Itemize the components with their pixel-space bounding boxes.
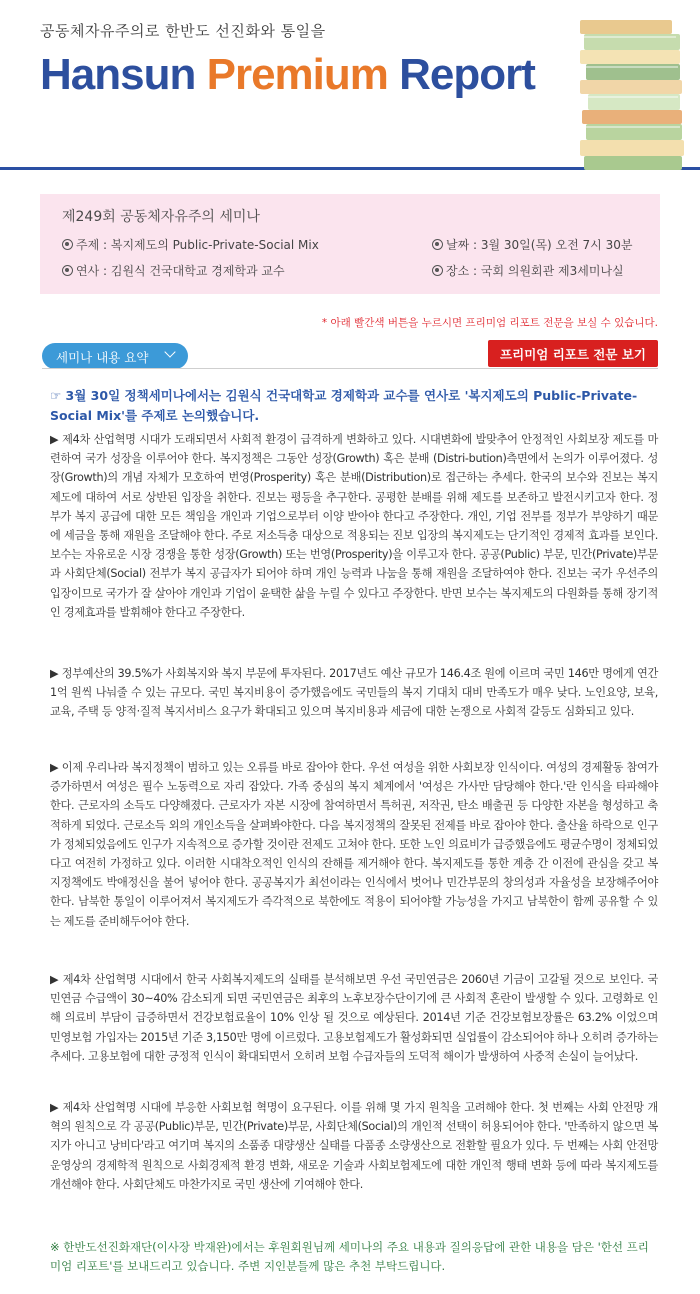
- summary-tab-label: 세미나 내용 요약: [56, 350, 149, 365]
- summary-tab[interactable]: [42, 343, 188, 369]
- seminar-topic: [62, 236, 319, 253]
- chevron-down-icon: [164, 346, 175, 357]
- seminar-title: 제249회 공동체자유주의 세미나: [62, 209, 260, 225]
- intro-text: ☞ 3월 30일 정책세미나에서는 김원식 건국대학교 경제학과 교수를 연사로 '복지제도의 Public-Private-Social Mix'를 주제로 논의했습니다.: [50, 388, 638, 423]
- premium-notice: * 아래 빨간색 버튼을 누르시면 프리미엄 리포트 전문을 보실 수 있습니다.: [321, 317, 658, 329]
- seminar-date-text: 날짜 : 3월 30일(목) 오전 7시 30분: [446, 238, 633, 252]
- footnote: ※ 한반도선진화재단(이사장 박재완)에서는 후원회원님께 세미나의 주요 내용과 질의응답에 관한 내용을 담은 '한선 프리미엄 리포트'를 보내드리고 있습니다. 주변 지인분들께 많은 추천 부탁드립니다.: [50, 1240, 649, 1273]
- tagline: 공동체자유주의로 한반도 선진화와 통일을: [40, 22, 326, 40]
- seminar-info-box: [40, 194, 660, 294]
- bullet-icon: [432, 239, 443, 250]
- seminar-topic-text: 주제 : 복지제도의 Public-Private-Social Mix: [76, 238, 319, 252]
- summary-paragraph-5: ▶ 제4차 산업혁명 시대에 부응한 사회보험 혁명이 요구된다. 이를 위해 몇 가지 원칙을 고려해야 한다. 첫 번째는 사회 안전망 개혁의 원칙으로 각 공공(Public)부문, 민간(Private)부문, 사회단체(Social)의 개인적 선택이 허용되어야 한다. '만족하지 않으면 복지가 아니고 낭비다'라고 여기며 복지의 소품종 대량생산 실태를 다품종 소량생산으로 전환할 필요가 있다. 두 번째는 사회 안전망 운영상의 경제학적 원칙으로 사회경제적 환경 변화, 새로운 기술과 사회보험제도에 대한 개인적 행태 변화 등에 따라 복지제도를 개선해야 한다. 사회단체도 마찬가지로 국민 생산에 기여해야 한다.: [50, 1101, 658, 1191]
- bullet-icon: [62, 265, 73, 276]
- books-illustration: [510, 0, 700, 170]
- summary-paragraph-3: ▶ 이제 우리나라 복지정책이 범하고 있는 오류를 바로 잡아야 한다. 우선 여성을 위한 사회보장 인식이다. 여성의 경제활동 참여가 증가하면서 여성은 필수 노동력으로 자리 잡았다. 가족 중심의 복지 체계에서 '여성은 가사만 담당해야 한다.'란 인식을 타파해야 한다. 근로자의 소득도 다양해졌다. 근로자가 자본 시장에 참여하면서 특허권, 저작권, 탄소 배출권 등 다양한 자본을 형성하고 축적하게 되었다. 근로소득 외의 개인소득을 살펴봐야한다. 다음 복지정책의 잘못된 전제를 바로 잡아야 한다. 출산율 하락으로 인구가 정체되었음에도 인구가 지속적으로 증가할 것이란 전제도 고쳐야 한다. 또한 노인 의료비가 급증했음에도 평균수명이 정체되었다고 여전히 가정하고 있다. 이러한 시대착오적인 인식의 잔해를 제거해야 한다. 복지제도를 통한 계층 간 이전에 관심을 갖고 복지정책에도 박애정신을 불어 넣어야 한다. 공공복지가 최선이라는 인식에서 벗어나 민간부문의 창의성과 자율성을 보장해주어야 한다. 남북한 통일이 이루어져서 복지제도가 즉각적으로 북한에도 적용이 되어야할 가능성을 가지고 남북한이 함께 공유할 수 있는 제도를 준비해두어야 한다.: [50, 761, 658, 928]
- seminar-speaker: [62, 262, 285, 279]
- logo-word-hansun: Hansun: [40, 50, 196, 99]
- divider: [42, 368, 658, 369]
- bullet-icon: [432, 265, 443, 276]
- logo-word-premium: Premium: [206, 50, 388, 99]
- seminar-place-text: 장소 : 국회 의원회관 제3세미나실: [446, 264, 624, 278]
- seminar-place: [432, 262, 624, 279]
- bullet-icon: [62, 239, 73, 250]
- summary-paragraph-4: ▶ 제4차 산업혁명 시대에서 한국 사회복지제도의 실태를 분석해보면 우선 국민연금은 2060년 기금이 고갈될 것으로 보인다. 국민연금 수급액이 30~40% 감소되게 되면 국민연금은 최후의 노후보장수단이기에 큰 사회적 혼란이 발생할 수 있다. 고령화로 인해 의료비 부담이 급증하면서 건강보험료율이 10% 인상 될 것으로 예상된다. 2014년 기준 건강보험보장률은 63.2% 이었으며 민영보험 가입자는 2015년 기준 3,150만 명에 이르렀다. 고용보험제도가 활성화되면 실업률이 감소되어야 하나 오히려 증가하는 추세다. 고용보험에 대한 긍정적 인식이 확대되면서 오히려 보험 수급자들의 도덕적 해이가 발생하여 사중적 손실이 늘어났다.: [50, 973, 658, 1063]
- seminar-speaker-text: 연사 : 김원식 건국대학교 경제학과 교수: [76, 264, 285, 278]
- premium-report-button[interactable]: 프리미엄 리포트 전문 보기: [488, 340, 658, 367]
- logo-word-report: Report: [399, 50, 535, 99]
- summary-paragraph-2: ▶ 정부예산의 39.5%가 사회복지와 복지 부문에 투자된다. 2017년도 예산 규모가 146.4조 원에 이르며 국민 146만 명에게 연간 1억 원씩 나눠줄 수 있는 규모다. 국민 복지비용이 증가했음에도 국민들의 복지 기대치 대비 만족도가 매우 낮다. 노인요양, 보육, 교육, 주택 등 양적·질적 복지서비스 요구가 확대되고 있으며 복지비용과 세금에 대한 논쟁으로 사회적 갈등도 심화되고 있다.: [50, 667, 658, 719]
- seminar-date: [432, 236, 632, 253]
- summary-paragraph-1: ▶ 제4차 산업혁명 시대가 도래되면서 사회적 환경이 급격하게 변화하고 있다. 시대변화에 발맞추어 안정적인 사회보장 제도를 마련하여 국가 성장을 이루어야 한다. 복지정책은 그동안 성장(Growth) 혹은 분배 (Distri-bution)측면에서 논의가 이루어졌다. 성장(Growth)의 개념 자체가 모호하여 번영(Prosperity) 혹은 분배(Distribution)로 접근하는 추세다. 한국의 보수와 진보는 복지제도에 대하여 서로 상반된 입장을 취한다. 진보는 평등을 추구한다. 공평한 분배를 위해 제도를 보존하고 발전시키고자 한다. 정부가 복지 공급에 대한 모든 책임을 개인과 기업으로부터 이양 받아야 한다고 주장한다. 개인, 기업 전부를 정부가 부양하기 때문에 세금을 통해 재원을 조달해야 한다. 주로 저소득층 대상으로 적용되는 진보 입장의 복지제도는 단기적인 경제적 효과를 보인다. 보수는 자유로운 시장 경쟁을 통한 성장(Growth) 또는 번영(Prosperity)을 이루고자 한다. 공공(Public) 부문, 민간(Private)부문과 사회단체(Social) 전부가 복지 공급자가 되어야 하며 개인 능력과 나눔을 통해 재원을 조달하여야 한다. 진보는 국가 우선주의 입장이므로 국가가 잘 살아야 개인과 기업이 윤택한 삶을 누릴 수 있다고 주장한다. 반면 보수는 복지제도의 다원화를 통해 장기적인 경제효과를 발휘해야 한다고 주장한다.: [50, 433, 658, 619]
- report-header: [0, 0, 700, 170]
- report-logo: [40, 50, 535, 100]
